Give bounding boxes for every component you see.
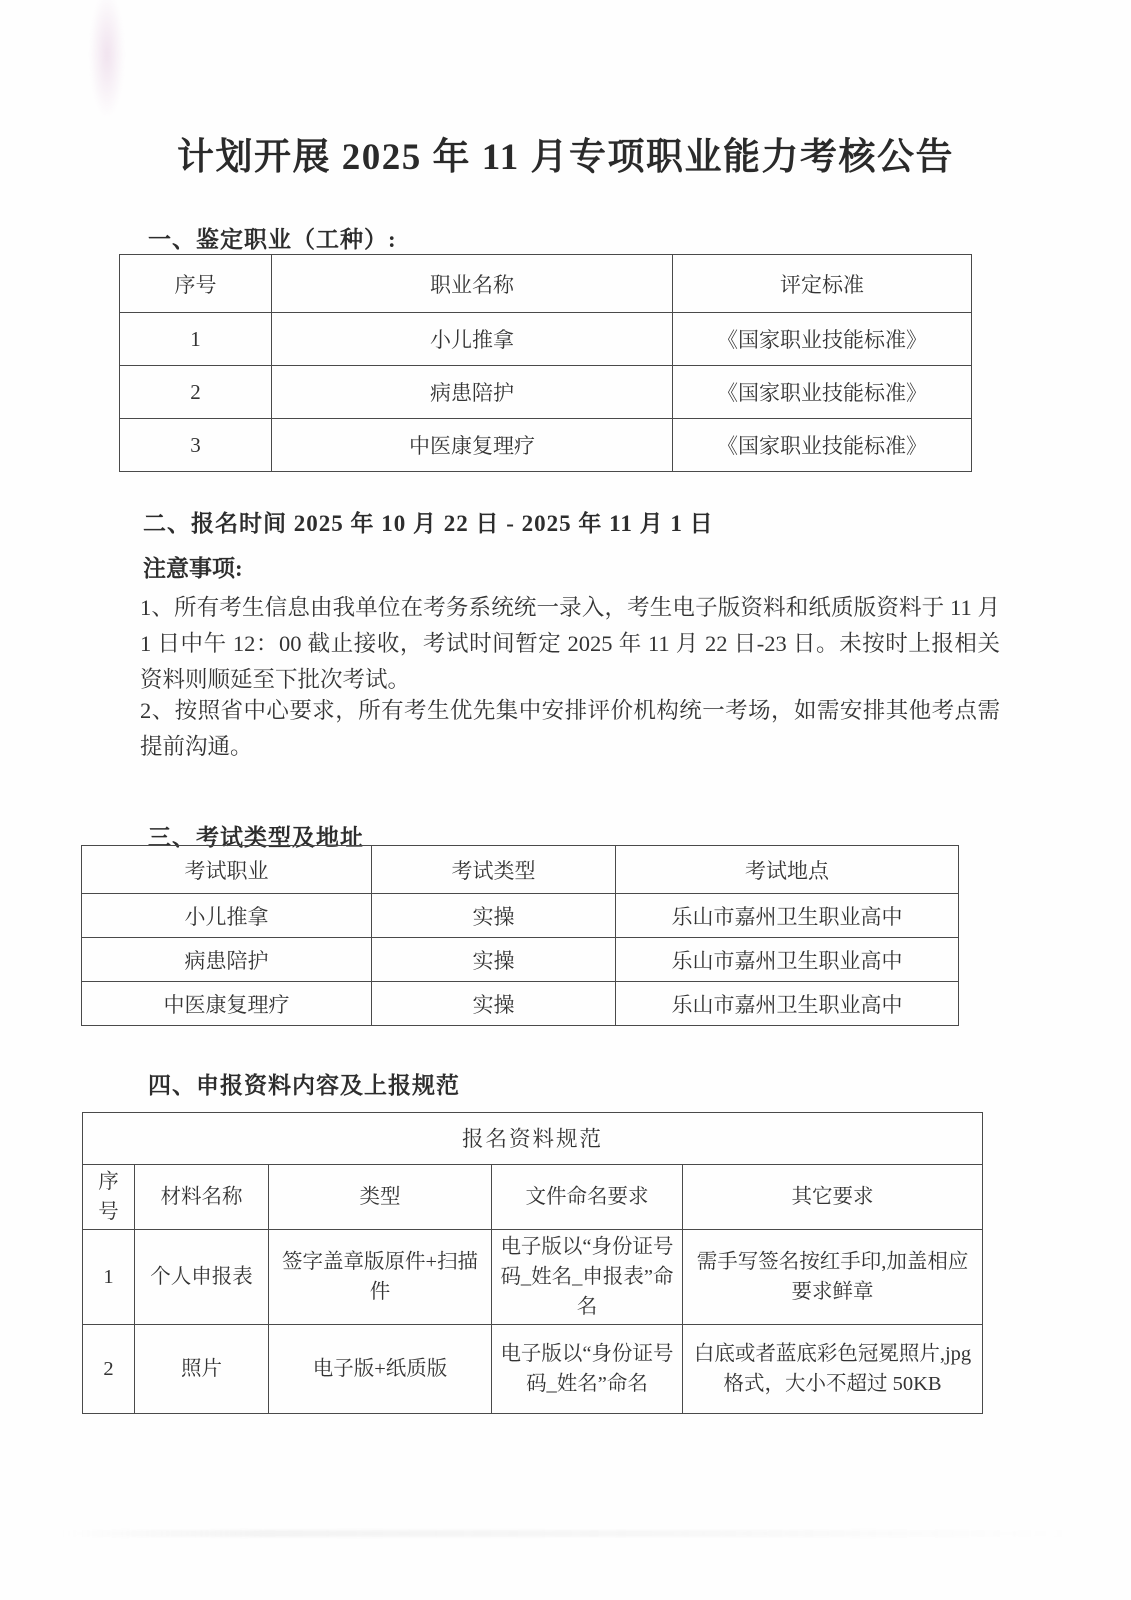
- column-header: 职业名称: [272, 255, 673, 313]
- column-header: 考试类型: [372, 846, 616, 894]
- page-title: 计划开展 2025 年 11 月专项职业能力考核公告: [177, 137, 954, 178]
- table-row: [120, 313, 972, 366]
- table-cell: 白底或者蓝底彩色冠冕照片,jpg 格式，大小不超过 50KB: [683, 1325, 983, 1414]
- table-cell: 照片: [135, 1325, 269, 1414]
- table-cell: 2: [83, 1325, 135, 1414]
- table-cell: 乐山市嘉州卫生职业高中: [616, 894, 959, 938]
- column-header: 考试地点: [616, 846, 959, 894]
- table-title-row: [83, 1113, 983, 1165]
- table-cell: 需手写签名按红手印,加盖相应要求鲜章: [683, 1230, 983, 1325]
- table-row: [82, 894, 959, 938]
- column-header: 类型: [269, 1165, 492, 1230]
- table-row: [82, 982, 959, 1026]
- column-header: 文件命名要求: [492, 1165, 683, 1230]
- section3-heading: 三、考试类型及地址: [148, 825, 364, 850]
- table-cell: 1: [120, 313, 272, 366]
- column-header: 序号: [83, 1165, 135, 1230]
- column-header: 材料名称: [135, 1165, 269, 1230]
- section2-heading: 二、报名时间 2025 年 10 月 22 日 - 2025 年 11 月 1 日: [143, 511, 714, 536]
- table-cell: 个人申报表: [135, 1230, 269, 1325]
- table-cell: 病患陪护: [272, 366, 673, 419]
- table-cell: 电子版以“身份证号码_姓名”命名: [492, 1325, 683, 1414]
- column-header: 考试职业: [82, 846, 372, 894]
- table-cell: 小儿推拿: [82, 894, 372, 938]
- table-row: [82, 938, 959, 982]
- table-header-row: [82, 846, 959, 894]
- notes-label: 注意事项:: [143, 556, 243, 581]
- table-row: [83, 1325, 983, 1414]
- table-cell: 中医康复理疗: [272, 419, 673, 472]
- section1-heading: 一、鉴定职业（工种）:: [148, 227, 397, 252]
- scan-streak-artifact: [60, 1530, 1070, 1537]
- table-cell: 乐山市嘉州卫生职业高中: [616, 938, 959, 982]
- table-cell: 小儿推拿: [272, 313, 673, 366]
- note-paragraph-2: 2、按照省中心要求，所有考生优先集中安排评价机构统一考场，如需安排其他考点需提前沟通。: [140, 698, 1000, 759]
- table-cell: 2: [120, 366, 272, 419]
- table-header-row: [83, 1165, 983, 1230]
- table-row: [120, 366, 972, 419]
- table-cell: 1: [83, 1230, 135, 1325]
- column-header: 其它要求: [683, 1165, 983, 1230]
- table-cell: 实操: [372, 938, 616, 982]
- section4-heading: 四、申报资料内容及上报规范: [148, 1073, 460, 1098]
- table-cell: 《国家职业技能标准》: [673, 313, 972, 366]
- column-header: 评定标准: [673, 255, 972, 313]
- scan-smudge-artifact: [90, 0, 124, 117]
- table-cell: 3: [120, 419, 272, 472]
- materials-table: [82, 1112, 983, 1414]
- table-cell: 实操: [372, 894, 616, 938]
- table-cell: 电子版以“身份证号码_姓名_申报表”命名: [492, 1230, 683, 1325]
- table-cell: 乐山市嘉州卫生职业高中: [616, 982, 959, 1026]
- table-cell: 中医康复理疗: [82, 982, 372, 1026]
- table-title: 报名资料规范: [83, 1113, 983, 1165]
- table-cell: 签字盖章版原件+扫描件: [269, 1230, 492, 1325]
- table-cell: 电子版+纸质版: [269, 1325, 492, 1414]
- occupations-table: [119, 254, 972, 472]
- exam-type-table: [81, 845, 959, 1026]
- table-cell: 《国家职业技能标准》: [673, 366, 972, 419]
- note-paragraph-1: 1、所有考生信息由我单位在考务系统统一录入，考生电子版资料和纸质版资料于 11 月 1 日中午 12：00 截止接收，考试时间暂定 2025 年 11 月 22 日-23 日。未按时上报相关资料则顺延至下批次考试。: [140, 595, 1000, 692]
- table-row: [83, 1230, 983, 1325]
- column-header: 序号: [120, 255, 272, 313]
- table-cell: 病患陪护: [82, 938, 372, 982]
- table-row: [120, 419, 972, 472]
- table-header-row: [120, 255, 972, 313]
- table-cell: 《国家职业技能标准》: [673, 419, 972, 472]
- table-cell: 实操: [372, 982, 616, 1026]
